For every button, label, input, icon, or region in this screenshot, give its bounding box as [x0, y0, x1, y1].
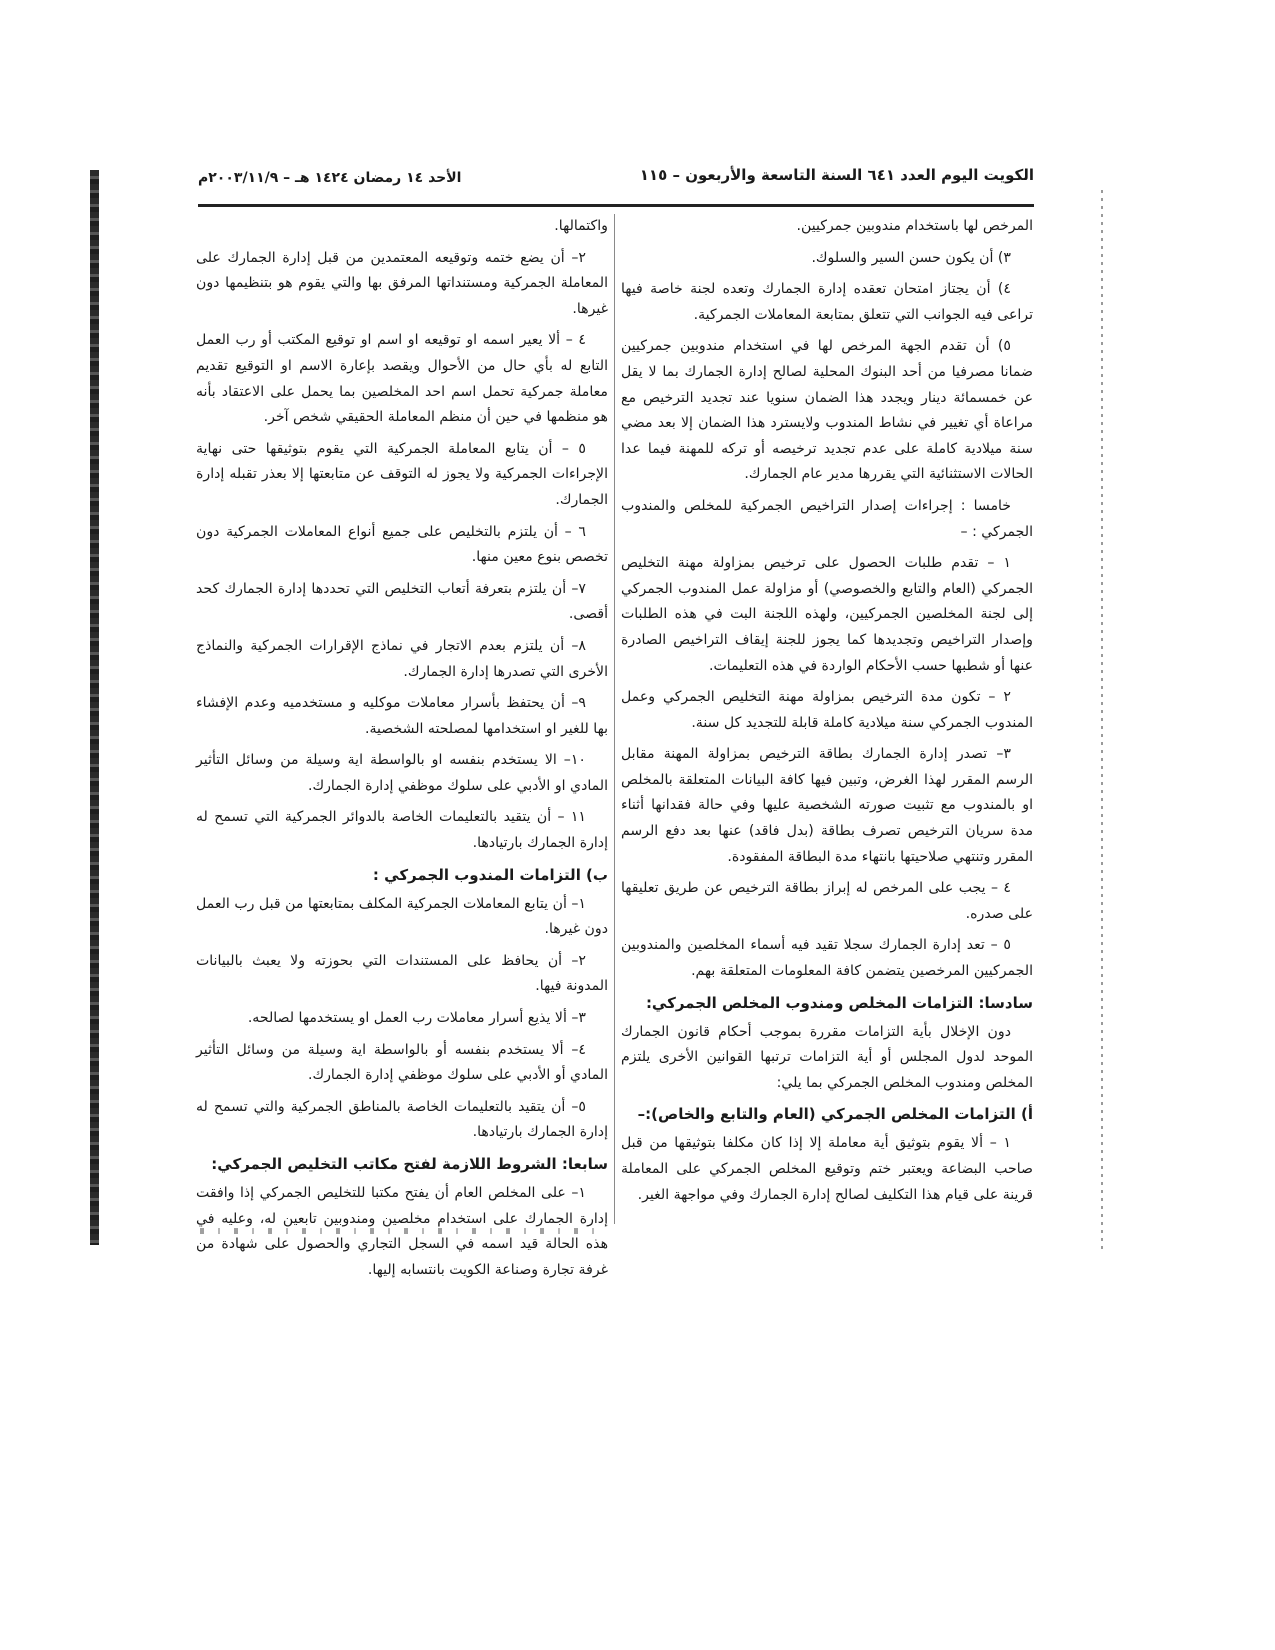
- paragraph: دون الإخلال بأية التزامات مقررة بموجب أحكام قانون الجمارك الموحد لدول المجلس أو أية التزامات ترتبها القوانين الأخرى يلتزم المخلص ومندوب المخلص الجمركي بما يلي:: [621, 1023, 1033, 1091]
- paragraph: المرخص لها باستخدام مندوبين جمركيين.: [796, 218, 1033, 234]
- page-header: [198, 160, 1034, 207]
- paragraph: ١– أن يتابع المعاملات الجمركية المكلف بمتابعتها من قبل رب العمل دون غيرها.: [196, 895, 608, 938]
- paragraph: خامسا : إجراءات إصدار التراخيص الجمركية للمخلص والمندوب الجمركي : –: [621, 497, 1033, 540]
- issue-date: الأحد ١٤ رمضان ١٤٢٤ هـ – ٢٠٠٣/١١/٩م: [198, 170, 462, 186]
- paragraph: ٤ – يجب على المرخص له إبراز بطاقة الترخيص عن طريق تعليقها على صدره.: [621, 880, 1033, 922]
- paragraph: ١١ – أن يتقيد بالتعليمات الخاصة بالدوائر الجمركية التي تسمح له إدارة الجمارك بارتيادها.: [196, 809, 608, 852]
- left-column: [196, 214, 608, 1289]
- scan-binding-edge: [90, 170, 99, 1245]
- paragraph: ٢ – تكون مدة الترخيص بمزاولة مهنة التخليص الجمركي وعمل المندوب الجمركي سنة ميلادية كاملة قابلة للتجديد كل سنة.: [621, 689, 1033, 731]
- paragraph: ٥) أن تقدم الجهة المرخص لها في استخدام مندوبين جمركيين ضمانا مصرفيا من أحد البنوك المحلية لصالح إدارة الجمارك بما لا يقل عن خمسمائة دينار ويجدد هذا الضمان سنويا عند تجديد الترخيص مع مراعاة أي تغيير في نشاط المندوب ولايسترد هذا الضمان إلا بعد مضي سنة ميلادية كاملة على عدم تجديد ترخيصه أو تركه للمهنة فيما عدا الحالات الاستثنائية التي يقررها مدير عام الجمارك.: [621, 338, 1033, 483]
- paragraph: ٨– أن يلتزم بعدم الاتجار في نماذج الإقرارات الجمركية والنماذج الأخرى التي تصدرها إدارة الجمارك.: [196, 637, 608, 680]
- paragraph: ٥ – تعد إدارة الجمارك سجلا تقيد فيه أسماء المخلصين والمندوبين الجمركيين المرخصين يتضمن كافة المعلومات المتعلقة بهم.: [621, 937, 1033, 980]
- paragraph: ٩– أن يحتفظ بأسرار معاملات موكليه و مستخدميه وعدم الإفشاء بها للغير او استخدامها لمصلحته الشخصية.: [196, 695, 608, 737]
- column-divider: [614, 214, 615, 1224]
- paragraph: ٥– أن يتقيد بالتعليمات الخاصة بالمناطق الجمركية والتي تسمح له إدارة الجمارك بارتيادها.: [196, 1098, 608, 1141]
- paragraph: ٤ – ألا يعير اسمه او توقيعه او اسم او توقيع المكتب أو رب العمل التابع له بأي حال من الأحوال ويقصد بإعارة الاسم او التوقيع تقديم معاملة جمركية تحمل اسم احد المخلصين بما يحمل على الاعتقاد بأنه هو منظمها في حين أن منظم المعاملة الحقيقي شخص آخر.: [196, 332, 608, 426]
- paragraph: ٦ – أن يلتزم بالتخليص على جميع أنواع المعاملات الجمركية دون تخصص بنوع معين منها.: [196, 523, 608, 566]
- paragraph: ٣– تصدر إدارة الجمارك بطاقة الترخيص بمزاولة المهنة مقابل الرسم المقرر لهذا الغرض، وتبين فيها كافة البيانات المتعلقة بالمخلص او بالمندوب مع تثبيت صورته الشخصية عليها وفي حالة فقدانها أثناء مدة سريان الترخيص تصرف بطاقة (بدل فاقد) عنها بعد دفع الرسم المقرر وتنتهي صلاحيتها بانتهاء مدة البطاقة المفقودة.: [621, 746, 1033, 865]
- paragraph: ٣) أن يكون حسن السير والسلوك.: [811, 249, 1011, 266]
- section-heading: سابعا: الشروط اللازمة لفتح مكاتب التخليص الجمركي:: [211, 1155, 608, 1173]
- scan-bottom-noise: [200, 1228, 595, 1234]
- paragraph: ١– على المخلص العام أن يفتح مكتبا للتخليص الجمركي إذا وافقت إدارة الجمارك على استخدام مخلصين ومندوبين تابعين له، وعليه في هذه الحالة قيد اسمه في السجل التجاري والحصول على شهادة من غرفة تجارة وصناعة الكويت بانتسابه إليها.: [196, 1185, 608, 1278]
- section-heading: ب) التزامات المندوب الجمركي :: [372, 865, 608, 884]
- paragraph: ٢– أن يحافظ على المستندات التي بحوزته ولا يعبث بالبيانات المدونة فيها.: [196, 952, 608, 995]
- paragraph: ٢– أن يضع ختمه وتوقيعه المعتمدين من قبل إدارة الجمارك على المعاملة الجمركية ومستنداتها المرفق بها والتي يقوم هو بتنظيمها دون غيرها.: [196, 249, 608, 317]
- scan-right-edge: [1101, 190, 1103, 1250]
- paragraph: ١٠– الا يستخدم بنفسه او بالواسطة اية وسيلة من وسائل التأثير المادي او الأدبي على سلوك موظفي إدارة الجمارك.: [196, 752, 608, 794]
- paragraph: ٤) أن يجتاز امتحان تعقده إدارة الجمارك وتعده لجنة خاصة فيها تراعى فيه الجوانب التي تتعلق بمتابعة المعاملات الجمركية.: [621, 281, 1033, 323]
- paragraph: ٣– ألا يذيع أسرار معاملات رب العمل او يستخدمها لصالحه.: [247, 1010, 586, 1027]
- gazette-title: الكويت اليوم العدد ٦٤١ السنة التاسعة والأربعون – ١١٥: [639, 166, 1034, 184]
- paragraph: ٧– أن يلتزم بتعرفة أتعاب التخليص التي تحددها إدارة الجمارك كحد أقصى.: [196, 580, 608, 623]
- paragraph: ٤– ألا يستخدم بنفسه أو بالواسطة اية وسيلة من وسائل التأثير المادي أو الأدبي على سلوك موظفي إدارة الجمارك.: [196, 1041, 608, 1084]
- paragraph: ١ – ألا يقوم بتوثيق أية معاملة إلا إذا كان مكلفا بتوثيقها من قبل صاحب البضاعة ويعتبر ختم وتوقيع المخلص الجمركي على المعاملة قرينة على قيام هذا التكليف لصالح إدارة الجمارك وفي مواجهة الغير.: [621, 1135, 1033, 1203]
- section-heading: أ) التزامات المخلص الجمركي (العام والتابع والخاص):–: [637, 1105, 1033, 1124]
- section-heading: سادسا: التزامات المخلص ومندوب المخلص الجمركي:: [645, 993, 1033, 1012]
- paragraph: ٥ – أن يتابع المعاملة الجمركية التي يقوم بتوثيقها حتى نهاية الإجراءات الجمركية ولا يجوز له التوقف عن متابعتها إلا بعذر تقبله إدارة الجمارك.: [196, 440, 608, 508]
- paragraph: ١ – تقدم طلبات الحصول على ترخيص بمزاولة مهنة التخليص الجمركي (العام والتابع والخصوصي) أو مزاولة عمل المندوب الجمركي إلى لجنة المخلصين الجمركيين، ولهذه اللجنة البت في هذه الطلبات وإصدار التراخيص وتجديدها كما يجوز للجنة إيقاف التراخيص الصادرة عنها أو شطبها حسب الأحكام الواردة في هذه التعليمات.: [621, 555, 1033, 674]
- paragraph: واكتمالها.: [554, 218, 608, 234]
- right-column: [621, 214, 1033, 1214]
